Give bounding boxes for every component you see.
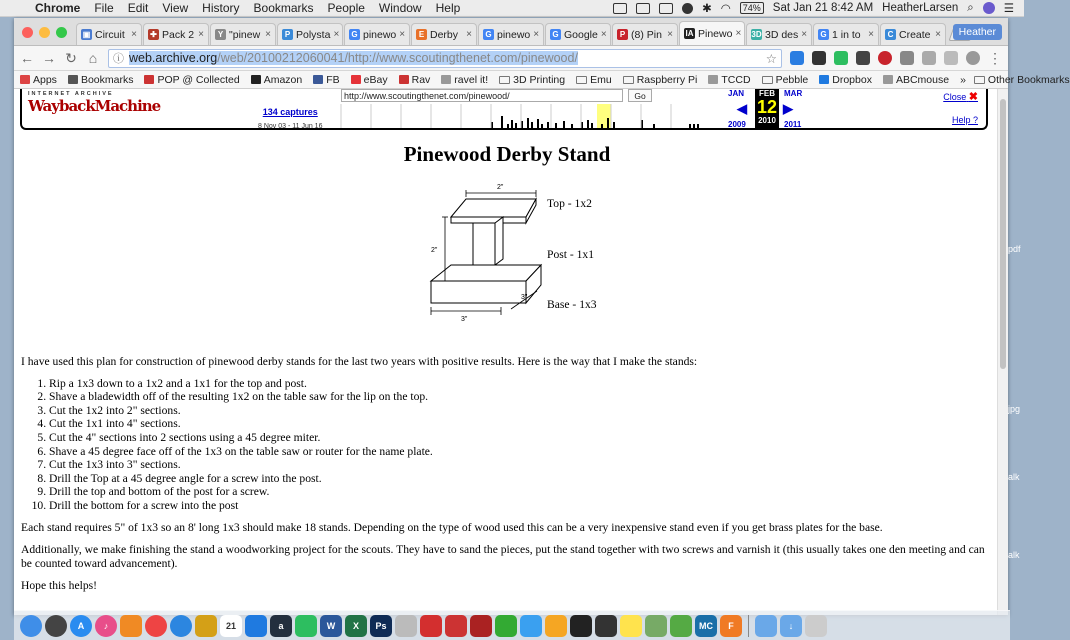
menu-view[interactable]: View	[162, 1, 189, 15]
dock-safari-icon[interactable]	[170, 615, 192, 637]
wayback-help-link[interactable]: Help ?	[951, 115, 978, 125]
side-dimension: 2"	[431, 247, 438, 254]
bookmark-item[interactable]	[68, 74, 134, 86]
label-post: Post - 1x1	[547, 248, 595, 261]
page-title: Pinewood Derby Stand	[403, 142, 611, 166]
dock-books-icon[interactable]	[120, 615, 142, 637]
capture-bar[interactable]	[527, 118, 529, 128]
tab-title: "pinew	[229, 28, 261, 41]
browser-tab[interactable]	[277, 23, 343, 45]
bookmarks-overflow-button[interactable]: »	[960, 73, 966, 86]
browser-tab[interactable]	[746, 23, 812, 45]
bookmark-item[interactable]	[20, 74, 57, 86]
bookmark-favicon-icon	[708, 75, 718, 84]
dock-photo-booth-icon[interactable]	[470, 615, 492, 637]
zoom-window-button[interactable]	[56, 27, 67, 38]
bookmark-item[interactable]	[313, 74, 339, 86]
bookmark-label: Raspberry Pi	[636, 73, 698, 86]
menu-extras	[613, 1, 1024, 15]
dock-trash-icon[interactable]	[805, 615, 827, 637]
tab-favicon-icon: G	[483, 29, 494, 40]
bluetooth-icon[interactable]: ✱	[702, 3, 712, 15]
extension-flag-icon[interactable]	[900, 51, 914, 65]
extension-cloud-icon[interactable]	[856, 51, 870, 65]
airplay-icon[interactable]	[659, 3, 673, 14]
extension-block-icon[interactable]	[966, 51, 980, 65]
wayback-go-button[interactable]: Go	[628, 89, 652, 102]
tab-title: 1 in to	[832, 28, 861, 41]
dock-excel-icon[interactable]: X	[345, 615, 367, 637]
bookmark-favicon-icon	[68, 75, 78, 84]
step-item: 4. Cut the 1x1 into 4" sections.	[49, 417, 993, 431]
dropbox-status-icon[interactable]	[613, 3, 627, 14]
bookmarks-bar	[14, 71, 1070, 89]
tab-favicon-icon: G	[349, 29, 360, 40]
tab-favicon-icon: P	[282, 29, 293, 40]
label-top: Top - 1x2	[547, 197, 592, 210]
dock-mc-icon[interactable]: MC	[695, 615, 717, 637]
wayback-close-link[interactable]	[943, 90, 978, 103]
desktop-file-label[interactable]: pdf	[1008, 244, 1021, 254]
dock-facetime-icon[interactable]	[495, 615, 517, 637]
prev-capture-icon[interactable]: ◀	[737, 101, 747, 116]
capture-bar[interactable]	[507, 124, 509, 128]
step-item: 8. Drill the Top at a 45 degree angle for a screw into the post.	[49, 472, 993, 486]
spotlight-icon[interactable]: ⌕	[967, 1, 974, 14]
bookmark-label: TCCD	[721, 73, 751, 86]
clock[interactable]: Sat Jan 21 8:42 AM	[772, 2, 874, 14]
dock-finder-icon[interactable]	[20, 615, 42, 637]
step-item: 3. Cut the 1x2 into 2" sections.	[49, 404, 993, 418]
menu-file[interactable]: File	[94, 1, 114, 15]
bookmark-label: eBay	[363, 73, 388, 86]
tab-close-icon[interactable]: ×	[198, 29, 204, 40]
steps-list	[49, 377, 993, 513]
tab-favicon-icon: IA	[685, 29, 694, 38]
capture-bar[interactable]	[511, 120, 513, 128]
menu-people[interactable]: People	[327, 1, 365, 15]
capture-bar[interactable]	[571, 124, 573, 128]
tab-title: pinewo	[497, 28, 531, 41]
browser-tab[interactable]	[612, 23, 678, 45]
bookmark-favicon-icon	[351, 75, 361, 84]
prev-year[interactable]: 2009	[728, 120, 746, 129]
materials-paragraph: Each stand requires 5" of 1x3 so an 8' long 1x3 should make 18 stands. Depending on the type of wood used this can be a very inexpensive stand even if you get brass plates for the base.	[21, 520, 883, 534]
closing-paragraph: Hope this helps!	[21, 579, 97, 593]
home-icon[interactable]: ⌂	[88, 50, 98, 66]
browser-tab[interactable]	[411, 23, 477, 45]
top-piece	[451, 217, 526, 223]
extension-plus-icon[interactable]	[790, 51, 804, 65]
menu-edit[interactable]: Edit	[127, 1, 149, 15]
tab-close-icon[interactable]: ×	[600, 29, 607, 40]
tab-close-icon[interactable]: ×	[868, 29, 874, 40]
base-depth-dimension: 3"	[521, 294, 528, 301]
dock-stickies-icon[interactable]	[620, 615, 642, 637]
article	[21, 139, 993, 602]
dock-sketchup-icon[interactable]	[445, 615, 467, 637]
capture-bar[interactable]	[613, 122, 615, 128]
extension-pinterest-icon[interactable]	[878, 51, 892, 65]
menu-bookmarks[interactable]: Bookmarks	[253, 1, 314, 15]
capture-bar[interactable]	[591, 123, 593, 128]
bookmark-label: Apps	[33, 73, 57, 86]
notification-center-icon[interactable]: ☰	[1003, 3, 1014, 15]
siri-icon[interactable]	[983, 2, 995, 14]
dock-messages-icon[interactable]	[520, 615, 542, 637]
extension-pdf-icon[interactable]	[944, 51, 958, 65]
dock-terminal-icon[interactable]	[570, 615, 592, 637]
base-width-dimension: 3"	[461, 316, 468, 323]
page-scrollbar[interactable]	[997, 89, 1008, 615]
tab-favicon-icon: G	[818, 29, 829, 40]
capture-bar[interactable]	[537, 119, 539, 128]
tab-close-icon[interactable]: ×	[466, 29, 472, 40]
tab-title: Polysta	[296, 28, 331, 41]
wayback-brand: WaybackMachine	[28, 97, 161, 115]
close-icon: ✖	[968, 91, 978, 103]
capture-bar[interactable]	[601, 124, 603, 128]
capture-bar[interactable]	[531, 122, 533, 128]
page-viewport[interactable]	[14, 89, 997, 615]
browser-tab[interactable]	[880, 23, 946, 45]
bookmark-label: POP @ Collected	[157, 73, 240, 86]
back-icon[interactable]: ←	[20, 50, 34, 66]
bookmark-favicon-icon	[819, 75, 829, 84]
menu-window[interactable]: Window	[378, 1, 422, 15]
capture-bar[interactable]	[563, 121, 565, 128]
wayback-close-label: Close	[943, 92, 967, 102]
capture-bar[interactable]	[515, 123, 517, 128]
capture-bar[interactable]	[697, 124, 699, 128]
dock-maps-icon[interactable]	[645, 615, 667, 637]
step-item: 7. Cut the 1x3 into 3" sections.	[49, 458, 993, 472]
stand-diagram	[21, 177, 993, 345]
bookmark-label: ABCmouse	[895, 73, 950, 86]
browser-tab[interactable]	[545, 23, 611, 45]
dock-acrobat-icon[interactable]	[420, 615, 442, 637]
current-month: FEB	[759, 89, 775, 98]
desktop-file-label[interactable]: jpg	[1008, 404, 1021, 414]
wayback-url-input[interactable]: http://www.scoutingthenet.com/pinewood/	[341, 89, 623, 102]
browser-toolbar	[14, 46, 1008, 71]
bookmark-favicon-icon	[313, 75, 323, 84]
folder-icon	[576, 76, 587, 84]
bookmark-label: Rav	[411, 73, 431, 86]
bookmark-item[interactable]	[441, 74, 488, 86]
bookmark-item[interactable]	[351, 74, 388, 86]
dock-cura-icon[interactable]	[595, 615, 617, 637]
tab-favicon-icon: ✚	[148, 29, 159, 40]
dock-itunes-icon[interactable]: ♪	[95, 615, 117, 637]
dock-folder-downloads-icon[interactable]: ↓	[780, 615, 802, 637]
browser-tab[interactable]	[478, 23, 544, 45]
address-bar[interactable]	[108, 49, 782, 68]
wayback-calendar	[728, 89, 808, 129]
capture-bar[interactable]	[689, 124, 691, 128]
bookmark-label: Emu	[590, 73, 612, 86]
battery-indicator[interactable]: 74%	[740, 2, 764, 14]
tab-favicon-icon: G	[550, 29, 561, 40]
capture-bar[interactable]	[555, 123, 557, 128]
tab-favicon-icon: P	[617, 29, 628, 40]
dock-launchpad-icon[interactable]	[45, 615, 67, 637]
captures-range: 8 Nov 03 - 11 Jun 16	[258, 123, 323, 130]
folder-icon	[974, 76, 985, 84]
bookmark-item[interactable]	[251, 74, 303, 86]
menu-history[interactable]: History	[202, 1, 240, 15]
bookmark-label: FB	[326, 73, 340, 86]
captures-link[interactable]: 134 captures	[262, 107, 318, 117]
tab-favicon-icon: 3D	[751, 30, 762, 39]
tab-strip	[14, 18, 1008, 46]
bookmark-item[interactable]	[883, 74, 949, 86]
scrollbar-thumb[interactable]	[1000, 99, 1006, 369]
dock-dropbox-icon[interactable]	[245, 615, 267, 637]
dock-minecraft-icon[interactable]	[670, 615, 692, 637]
time-machine-icon[interactable]	[682, 3, 693, 14]
bookmark-label: 3D Printing	[513, 73, 566, 86]
next-capture-icon[interactable]: ▶	[783, 101, 793, 116]
window-controls	[22, 27, 67, 38]
info-icon[interactable]: ⓘ	[113, 53, 124, 65]
tab-close-icon[interactable]: ×	[935, 29, 941, 40]
desktop-file-label[interactable]: alk	[1008, 550, 1020, 560]
dock-fusion-icon[interactable]: F	[720, 615, 742, 637]
wifi-icon[interactable]: ◠	[720, 3, 731, 15]
bookmark-item[interactable]	[576, 74, 612, 86]
capture-bar[interactable]	[547, 122, 549, 128]
bookmark-favicon-icon	[399, 75, 409, 84]
wayback-help-label: Help	[951, 115, 971, 125]
tab-close-icon[interactable]: ×	[533, 29, 540, 40]
dock-photoshop-icon[interactable]: Ps	[370, 615, 392, 637]
tab-title: Google	[564, 28, 598, 41]
tab-favicon-icon: C	[885, 29, 896, 40]
address-host: web.archive.org	[129, 51, 218, 65]
tab-close-icon[interactable]: ×	[801, 29, 808, 40]
extension-evernote-icon[interactable]	[834, 51, 848, 65]
dock-photos-icon[interactable]	[545, 615, 567, 637]
tab-title: (8) Pin	[631, 28, 662, 41]
bookmark-item[interactable]	[762, 74, 809, 86]
tab-favicon-icon: E	[416, 29, 427, 40]
step-item: 5. Cut the 4" sections into 2 sections using a 45 degree miter.	[49, 431, 993, 445]
close-window-button[interactable]	[22, 27, 33, 38]
post-piece	[473, 223, 495, 265]
current-day: 12	[756, 97, 778, 117]
folder-icon	[623, 76, 634, 84]
dock-preview-icon[interactable]	[395, 615, 417, 637]
extension-honey-icon[interactable]	[812, 51, 826, 65]
tab-close-icon[interactable]: ×	[265, 29, 271, 40]
step-item: 9. Drill the top and bottom of the post for a screw.	[49, 485, 993, 499]
display-icon[interactable]	[636, 3, 650, 14]
capture-bar[interactable]	[607, 118, 609, 128]
bookmark-item[interactable]	[144, 74, 239, 86]
dock-notes-icon[interactable]	[195, 615, 217, 637]
menu-help[interactable]: Help	[435, 1, 461, 15]
tab-title: 3D des	[765, 28, 799, 41]
prev-month[interactable]: JAN	[728, 89, 745, 98]
tab-title: Derby	[430, 28, 459, 41]
capture-bar[interactable]	[501, 116, 503, 128]
tab-title: pinewo	[363, 28, 397, 41]
bookmark-label: Pebble	[775, 73, 809, 86]
user-name[interactable]: HeatherLarsen	[882, 2, 959, 14]
finishing-paragraph: Additionally, we make finishing the stand a woodworking project for the scouts. They have to sand the pieces, put the stand together with two screws and varnish it (this usually takes one den meeting and can be counted toward advancement).	[21, 543, 985, 570]
desktop-file-label[interactable]: alk	[1008, 472, 1020, 482]
bookmark-label: Amazon	[263, 73, 303, 86]
current-year: 2010	[758, 116, 776, 125]
tab-favicon-icon: Y	[215, 29, 226, 40]
dock-app-store-icon[interactable]: A	[70, 615, 92, 637]
extension-rss-icon[interactable]	[922, 51, 936, 65]
tab-close-icon[interactable]: ×	[131, 29, 137, 40]
menu-bar	[0, 0, 1024, 17]
bookmark-favicon-icon	[441, 75, 451, 84]
bookmark-label: Dropbox	[832, 73, 872, 86]
tab-title: Create	[899, 28, 931, 41]
chrome-menu-icon[interactable]: ⋮	[988, 49, 1002, 66]
capture-bar[interactable]	[541, 124, 543, 128]
step-item: 10. Drill the bottom for a screw into the post	[49, 499, 993, 513]
base-piece-top	[431, 265, 541, 281]
step-item: 6. Shave a 45 degree face off of the 1x3 on the table saw or router for the name plate.	[49, 445, 993, 459]
base-piece-front	[431, 281, 526, 303]
tab-favicon-icon: ▣	[82, 30, 91, 39]
bookmark-favicon-icon	[144, 75, 154, 84]
dock-word-icon[interactable]: W	[320, 615, 342, 637]
next-month[interactable]: MAR	[784, 89, 803, 98]
post-piece-side	[495, 217, 503, 265]
tab-list	[76, 21, 973, 45]
other-bookmarks[interactable]	[974, 74, 1070, 86]
forward-icon[interactable]: →	[42, 50, 56, 66]
top-piece-face	[451, 199, 536, 217]
minimize-window-button[interactable]	[39, 27, 50, 38]
tab-title: Pinewo	[698, 27, 733, 40]
dock-amazon-icon[interactable]: a	[270, 615, 292, 637]
dock-evernote-icon[interactable]	[295, 615, 317, 637]
tab-close-icon[interactable]: ×	[667, 29, 673, 40]
bookmark-favicon-icon	[20, 75, 30, 84]
browser-tab[interactable]	[76, 23, 142, 45]
browser-tab[interactable]	[143, 23, 209, 45]
dock-folder-applications-icon[interactable]	[755, 615, 777, 637]
browser-tab[interactable]	[344, 23, 410, 45]
tab-close-icon[interactable]: ×	[735, 28, 742, 39]
bookmark-favicon-icon	[883, 75, 893, 84]
bookmark-favicon-icon	[251, 75, 261, 84]
bookmark-item[interactable]	[499, 74, 565, 86]
address-path: /web/20100212060041/http://www.scoutingthenet.com/pinewood/	[217, 51, 578, 65]
other-bookmarks-label: Other Bookmarks	[987, 73, 1070, 86]
tab-title: Circuit	[95, 28, 125, 41]
tab-title: Pack 2	[162, 28, 195, 41]
bookmark-item[interactable]	[708, 74, 750, 86]
folder-icon	[499, 76, 510, 84]
wayback-brand-top: INTERNET ARCHIVE	[28, 91, 114, 97]
next-year[interactable]: 2011	[784, 120, 802, 129]
capture-bar[interactable]	[653, 124, 655, 128]
bookmark-item[interactable]	[819, 74, 872, 86]
wayback-logo[interactable]	[28, 91, 161, 115]
browser-tab[interactable]	[679, 21, 745, 45]
intro-paragraph: I have used this plan for construction of pinewood derby stands for the last two years with positive results. Here is the way that I make the stands:	[21, 355, 698, 368]
step-item: 2. Shave a bladewidth off of the resulting 1x2 on the table saw for the lip on the top.	[49, 390, 993, 404]
bookmark-label: ravel it!	[454, 73, 489, 86]
folder-icon	[762, 76, 773, 84]
step-item: 1. Rip a 1x3 down to a 1x2 and a 1x1 for the top and post.	[49, 377, 993, 391]
capture-sparkline[interactable]	[341, 104, 701, 128]
menu-app-chrome[interactable]: Chrome	[35, 1, 81, 15]
dock	[14, 610, 1010, 640]
dock-separator	[748, 615, 749, 637]
captures-info	[258, 107, 322, 131]
dock-chrome-icon[interactable]	[145, 615, 167, 637]
wayback-toolbar	[20, 89, 988, 130]
capture-bar[interactable]	[693, 124, 695, 128]
label-base: Base - 1x3	[547, 298, 597, 311]
capture-bar[interactable]	[587, 120, 589, 128]
stand-drawing	[411, 177, 541, 337]
dock-calendar-icon[interactable]: 21	[220, 615, 242, 637]
bookmark-label: Bookmarks	[80, 73, 134, 86]
profile-button[interactable]: Heather	[953, 24, 1002, 40]
current-capture	[755, 89, 779, 129]
bookmark-star-icon[interactable]: ☆	[765, 51, 777, 66]
tab-close-icon[interactable]: ×	[399, 29, 406, 40]
bookmark-item[interactable]	[623, 74, 698, 86]
tab-close-icon[interactable]: ×	[333, 29, 340, 40]
bookmark-item[interactable]	[399, 74, 431, 86]
top-dimension: 2"	[497, 184, 504, 191]
browser-tab[interactable]	[813, 23, 879, 45]
browser-tab[interactable]	[210, 23, 276, 45]
reload-icon[interactable]: ↻	[65, 49, 77, 66]
